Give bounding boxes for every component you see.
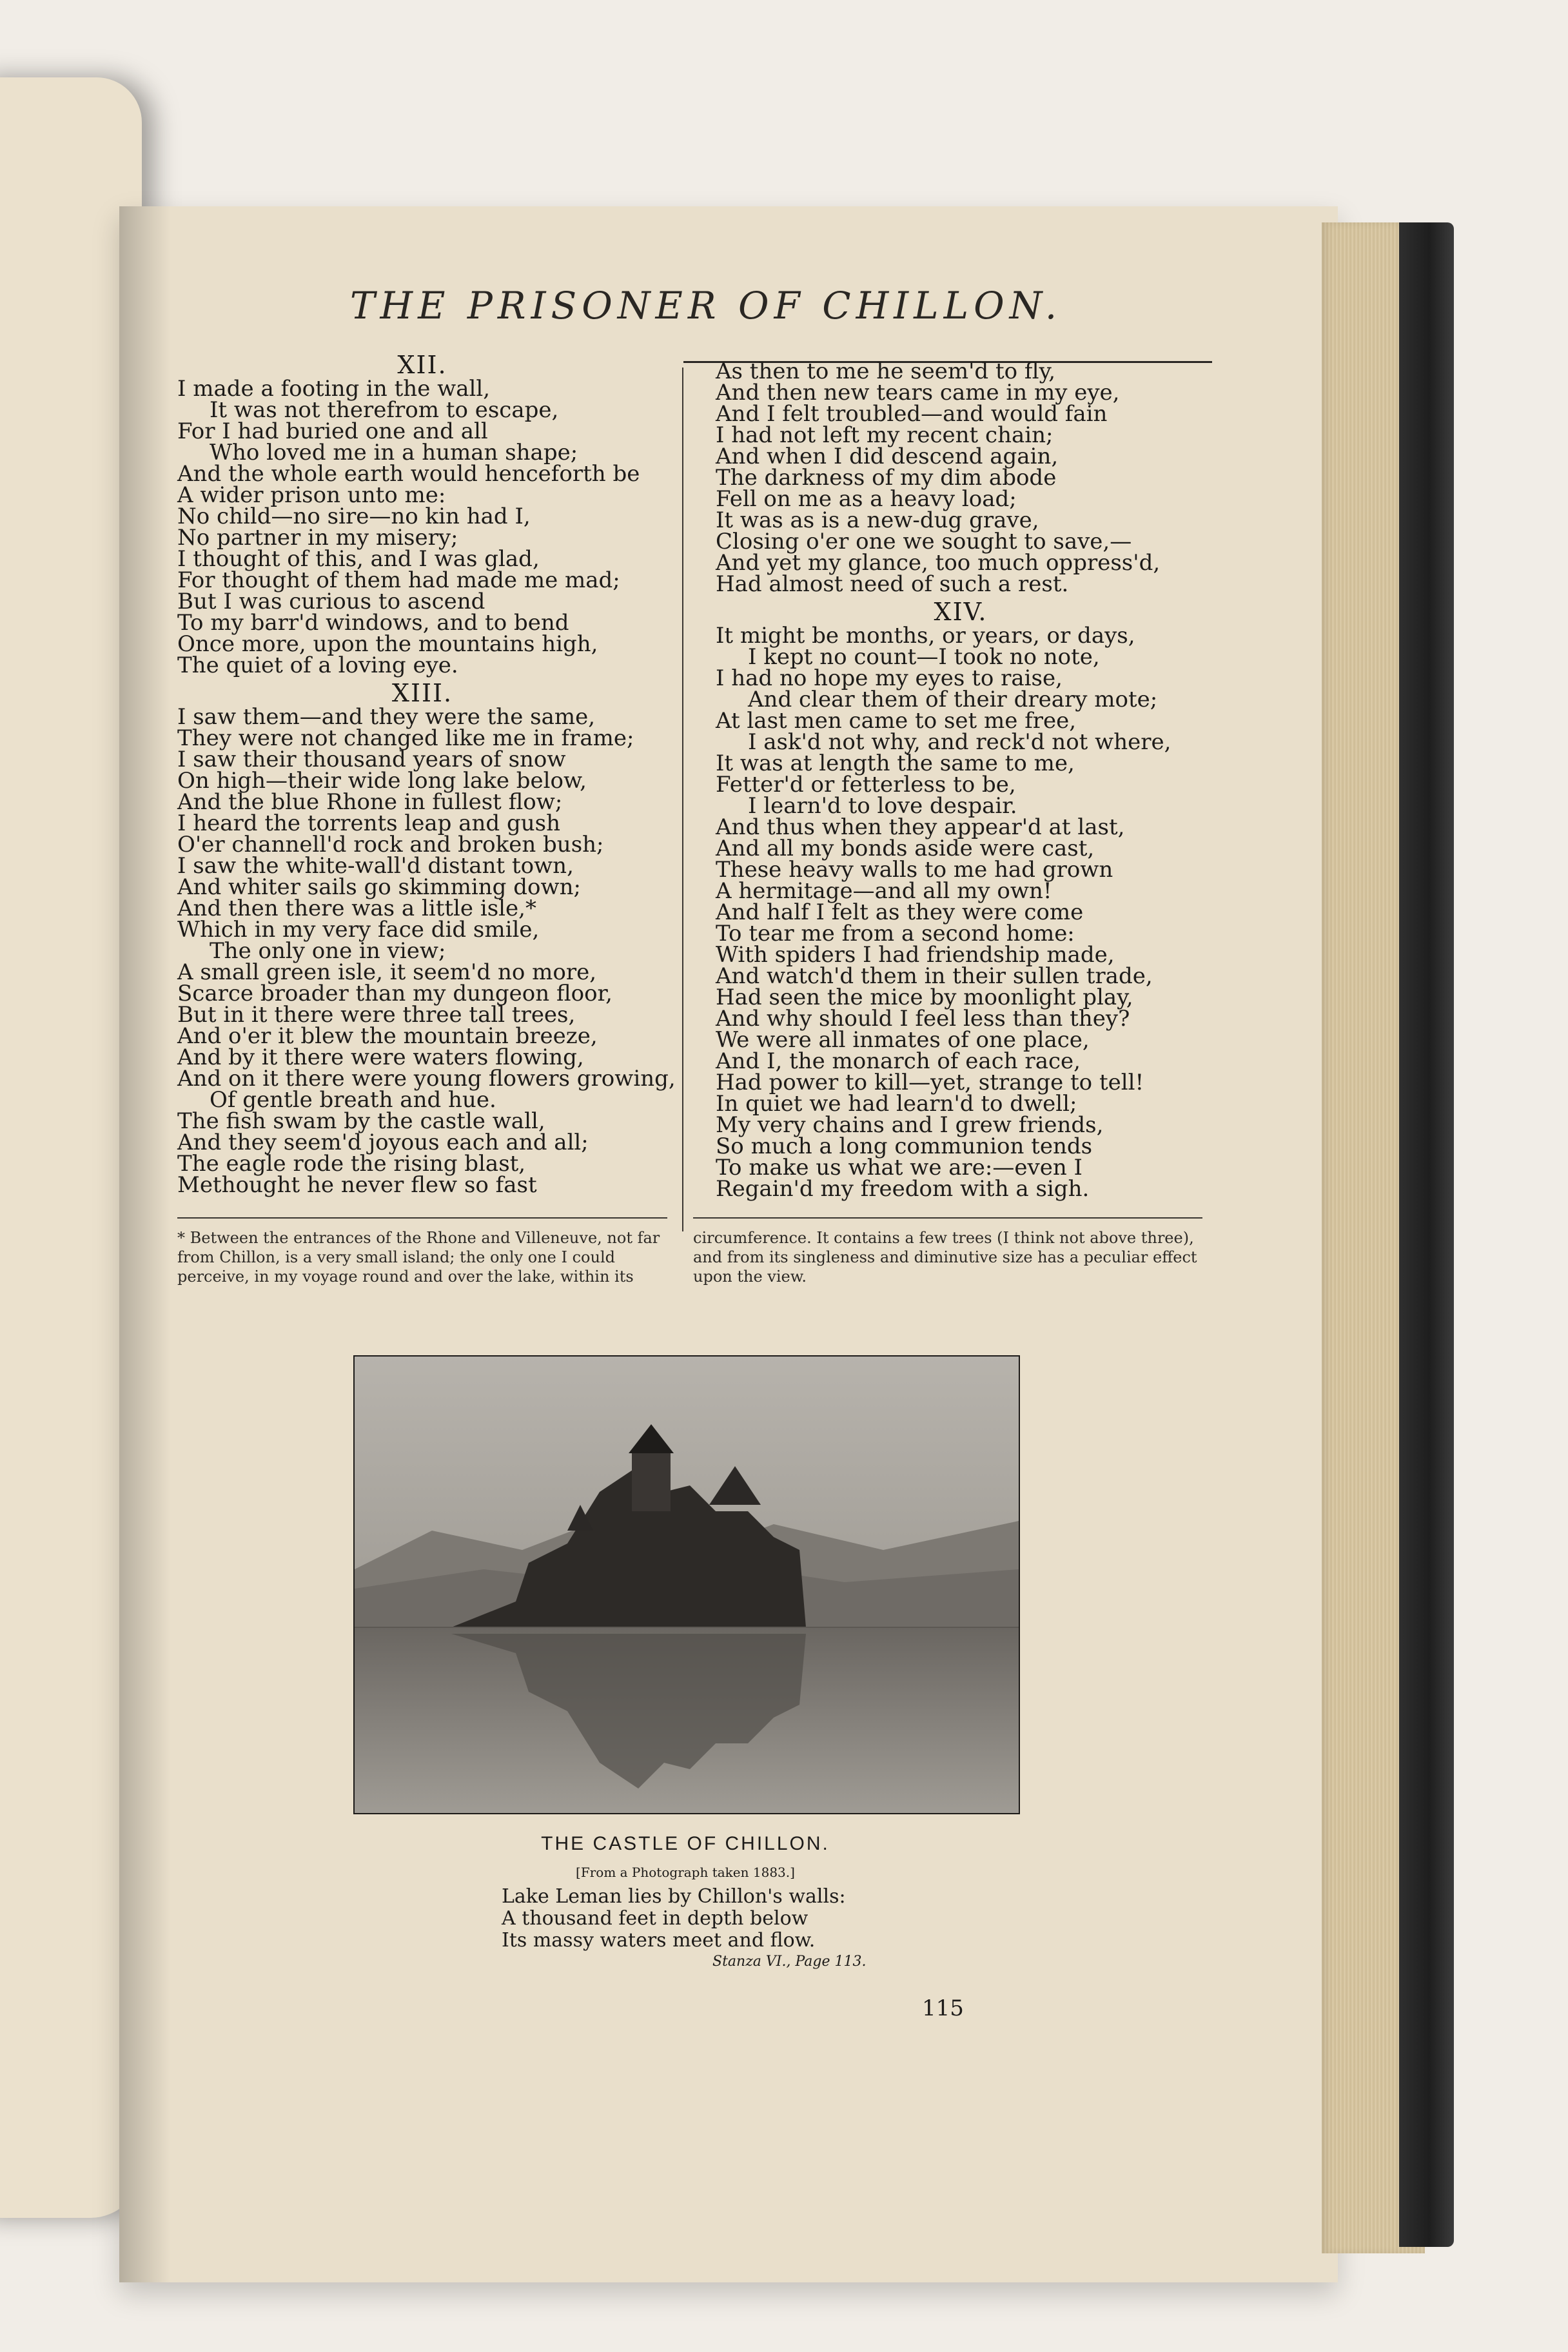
poem-line: I made a footing in the wall, bbox=[177, 376, 491, 402]
poem-line: To tear me from a second home: bbox=[716, 921, 1075, 946]
poem-line: And I, the monarch of each race, bbox=[716, 1048, 1081, 1074]
figure-caption: THE CASTLE OF CHILLON. bbox=[541, 1833, 830, 1854]
poem-line: Had seen the mice by moonlight play, bbox=[716, 985, 1133, 1010]
poem-line: And thus when they appear'd at last, bbox=[716, 814, 1125, 840]
poem-line: And o'er it blew the mountain breeze, bbox=[177, 1023, 598, 1049]
footnote-right: circumference. It contains a few trees (I think not above three), and from its singleness and diminutive size has a peculiar effect upon the view. bbox=[693, 1229, 1197, 1286]
poem-line: And half I felt as they were come bbox=[716, 899, 1084, 925]
poem-line: Scarce broader than my dungeon floor, bbox=[177, 981, 612, 1006]
poem-line: My very chains and I grew friends, bbox=[716, 1112, 1104, 1138]
poem-line: The eagle rode the rising blast, bbox=[177, 1151, 526, 1177]
poem-line: And whiter sails go skimming down; bbox=[177, 874, 581, 900]
poem-line: It was not therefrom to escape, bbox=[210, 397, 559, 423]
poem-line: Fetter'd or fetterless to be, bbox=[716, 772, 1016, 798]
book-cover bbox=[1399, 222, 1454, 2247]
poem-line: Once more, upon the mountains high, bbox=[177, 631, 598, 657]
poem-line: Who loved me in a human shape; bbox=[210, 440, 578, 466]
poem-column-right bbox=[716, 358, 1206, 1202]
poem-line: Closing o'er one we sought to save,— bbox=[716, 529, 1132, 554]
poem-line: I had no hope my eyes to raise, bbox=[716, 665, 1063, 691]
poem-line: And yet my glance, too much oppress'd, bbox=[716, 550, 1161, 576]
poem-line: O'er channell'd rock and broken bush; bbox=[177, 832, 604, 858]
poem-line: Which in my very face did smile, bbox=[177, 917, 540, 943]
poem-line: To make us what we are:—even I bbox=[716, 1155, 1083, 1181]
poem-line: And then there was a little isle,* bbox=[177, 896, 536, 921]
footnote-rule-left bbox=[177, 1217, 667, 1219]
poem-line: The fish swam by the castle wall, bbox=[177, 1108, 545, 1134]
poem-line: Fell on me as a heavy load; bbox=[716, 486, 1017, 512]
page-number: 115 bbox=[922, 1995, 964, 2021]
figure-reference: Stanza VI., Page 113. bbox=[712, 1954, 867, 1970]
poem-line: And when I did descend again, bbox=[716, 444, 1059, 469]
poem-line: For thought of them had made me mad; bbox=[177, 567, 620, 593]
poem-line: In quiet we had learn'd to dwell; bbox=[716, 1091, 1077, 1117]
figure-verse bbox=[502, 1886, 846, 1952]
poem-line: I saw the white-wall'd distant town, bbox=[177, 853, 574, 879]
castle-photo bbox=[353, 1355, 1020, 1814]
poem-line: A hermitage—and all my own! bbox=[716, 878, 1052, 904]
poem-line: No child—no sire—no kin had I, bbox=[177, 504, 531, 529]
poem-line: For I had buried one and all bbox=[177, 418, 488, 444]
poem-line: I saw their thousand years of snow bbox=[177, 747, 566, 772]
poem-line: It was at length the same to me, bbox=[716, 750, 1075, 776]
poem-line: The only one in view; bbox=[210, 938, 446, 964]
poem-line: I thought of this, and I was glad, bbox=[177, 546, 540, 572]
poem-line: The darkness of my dim abode bbox=[716, 465, 1057, 491]
poem-line: I kept no count—I took no note, bbox=[748, 644, 1100, 670]
poem-line: I had not left my recent chain; bbox=[716, 422, 1054, 448]
poem-line: A wider prison unto me: bbox=[177, 482, 446, 508]
poem-line: And I felt troubled—and would fain bbox=[716, 401, 1108, 427]
poem-line: And they seem'd joyous each and all; bbox=[177, 1130, 589, 1155]
poem-line: With spiders I had friendship made, bbox=[716, 942, 1115, 968]
poem-line: On high—their wide long lake below, bbox=[177, 768, 587, 794]
poem-line: A small green isle, it seem'd no more, bbox=[177, 959, 597, 985]
poem-line: I ask'd not why, and reck'd not where, bbox=[748, 729, 1171, 755]
stanza-heading: XIII. bbox=[391, 679, 453, 707]
poem-line: So much a long communion tends bbox=[716, 1133, 1093, 1159]
poem-line: And watch'd them in their sullen trade, bbox=[716, 963, 1153, 989]
poem-line: Had power to kill—yet, strange to tell! bbox=[716, 1070, 1144, 1095]
poem-line: And by it there were waters flowing, bbox=[177, 1044, 584, 1070]
poem-line: I saw them—and they were the same, bbox=[177, 704, 596, 730]
footnote-rule-right bbox=[693, 1217, 1202, 1219]
poem-line: No partner in my misery; bbox=[177, 525, 458, 551]
poem-line: And on it there were young flowers growing, bbox=[177, 1066, 676, 1092]
stanza-heading: XII. bbox=[397, 351, 447, 379]
poem-line: The quiet of a loving eye. bbox=[177, 652, 458, 678]
gutter-shadow bbox=[119, 206, 171, 2282]
page-title: THE PRISONER OF CHILLON. bbox=[349, 284, 1063, 328]
figure-source: [From a Photograph taken 1883.] bbox=[576, 1865, 795, 1880]
poem-line: And clear them of their dreary mote; bbox=[748, 687, 1158, 712]
poem-line: It was as is a new-dug grave, bbox=[716, 507, 1039, 533]
verse-line: Its massy waters meet and flow. bbox=[502, 1929, 816, 1952]
castle-photo-image bbox=[355, 1357, 1019, 1813]
poem-line: We were all inmates of one place, bbox=[716, 1027, 1090, 1053]
footnote-left: * Between the entrances of the Rhone and Villeneuve, not far from Chillon, is a very small island; the only one I could perceive, in my voyage round and over the lake, within its bbox=[177, 1229, 660, 1286]
poem-line: At last men came to set me free, bbox=[716, 708, 1077, 734]
verse-line: Lake Leman lies by Chillon's walls: bbox=[502, 1885, 846, 1908]
poem-line: They were not changed like me in frame; bbox=[177, 725, 634, 751]
poem-line: But I was curious to ascend bbox=[177, 589, 485, 614]
poem-line: Of gentle breath and hue. bbox=[210, 1087, 496, 1113]
poem-line: Had almost need of such a rest. bbox=[716, 571, 1069, 597]
poem-line: And all my bonds aside were cast, bbox=[716, 836, 1095, 861]
poem-line: It might be months, or years, or days, bbox=[716, 623, 1135, 649]
poem-line: These heavy walls to me had grown bbox=[716, 857, 1113, 883]
poem-line: To my barr'd windows, and to bend bbox=[177, 610, 569, 636]
poem-column-left bbox=[177, 348, 676, 1198]
column-divider bbox=[682, 368, 683, 1231]
poem-line: And why should I feel less than they? bbox=[716, 1006, 1130, 1032]
poem-line: I heard the torrents leap and gush bbox=[177, 810, 561, 836]
poem-line: And then new tears came in my eye, bbox=[716, 380, 1120, 406]
poem-line: And the blue Rhone in fullest flow; bbox=[177, 789, 563, 815]
poem-line: Methought he never flew so fast bbox=[177, 1172, 537, 1198]
poem-line: Regain'd my freedom with a sigh. bbox=[716, 1176, 1090, 1202]
poem-line: As then to me he seem'd to fly, bbox=[716, 358, 1056, 384]
poem-line: But in it there were three tall trees, bbox=[177, 1002, 576, 1028]
verse-line: A thousand feet in depth below bbox=[502, 1907, 808, 1930]
poem-line: And the whole earth would henceforth be bbox=[177, 461, 640, 487]
poem-line: I learn'd to love despair. bbox=[748, 793, 1017, 819]
stanza-heading: XIV. bbox=[934, 598, 988, 626]
